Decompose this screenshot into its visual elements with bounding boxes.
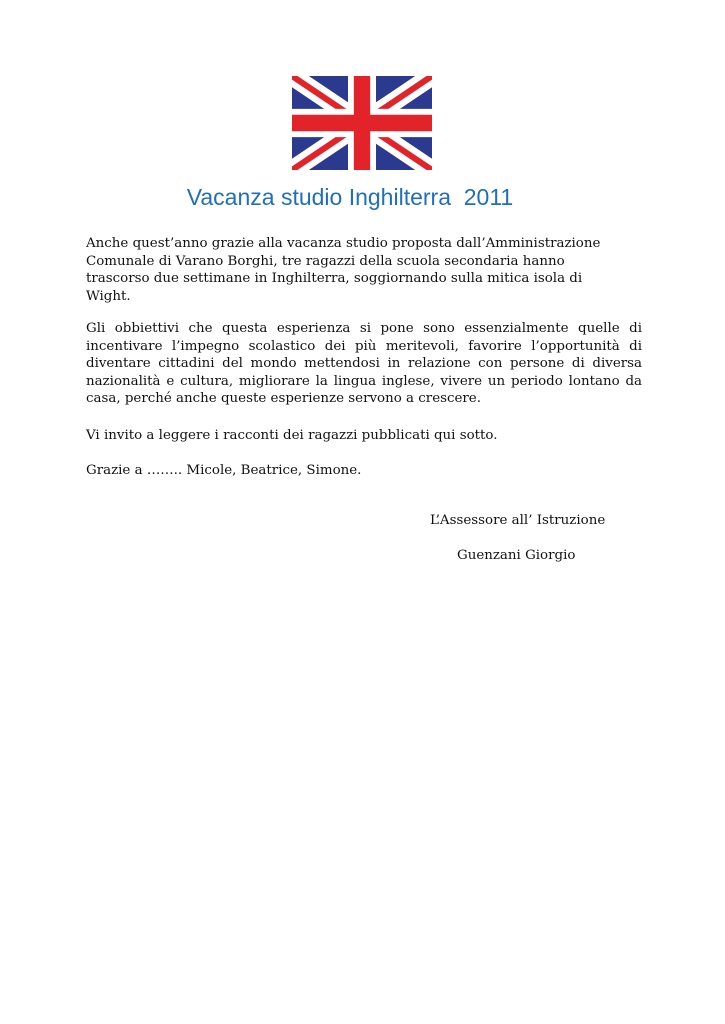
thanks-paragraph: Grazie a …….. Micole, Beatrice, Simone. [86, 463, 362, 478]
union-jack-flag-icon [292, 76, 432, 170]
signature-name: Guenzani Giorgio [457, 548, 576, 563]
text-line: nazionalità e cultura, migliorare la lingua inglese, vivere un periodo lontano da [86, 373, 642, 389]
text-line: trascorso due settimane in Inghilterra, soggiornando sulla mitica isola di [86, 271, 583, 287]
text-line: Comunale di Varano Borghi, tre ragazzi della scuola secondaria hanno [86, 253, 565, 269]
text-line: Anche quest’anno grazie alla vacanza studio proposta dall’Amministrazione [86, 236, 601, 251]
intro-paragraph [86, 235, 642, 305]
flag-graphic [292, 76, 432, 170]
page-title: Vacanza studio Inghilterra 2011 [186, 184, 514, 210]
objectives-paragraph [86, 320, 642, 408]
signature-role: L’Assessore all’ Istruzione [430, 513, 606, 528]
text-line: Gli obbiettivi che questa esperienza si pone sono essenzialmente quelle di [86, 321, 642, 336]
text-line: diventare cittadini del mondo mettendosi in relazione con persone di diversa [86, 356, 642, 372]
invitation-paragraph: Vi invito a leggere i racconti dei ragazzi pubblicati qui sotto. [86, 428, 498, 443]
text-line: Wight. [86, 288, 131, 304]
text-line: casa, perché anche queste esperienze servono a crescere. [86, 391, 481, 407]
text-line: incentivare l’impegno scolastico dei più meritevoli, favorire l’opportunità di [86, 338, 642, 354]
